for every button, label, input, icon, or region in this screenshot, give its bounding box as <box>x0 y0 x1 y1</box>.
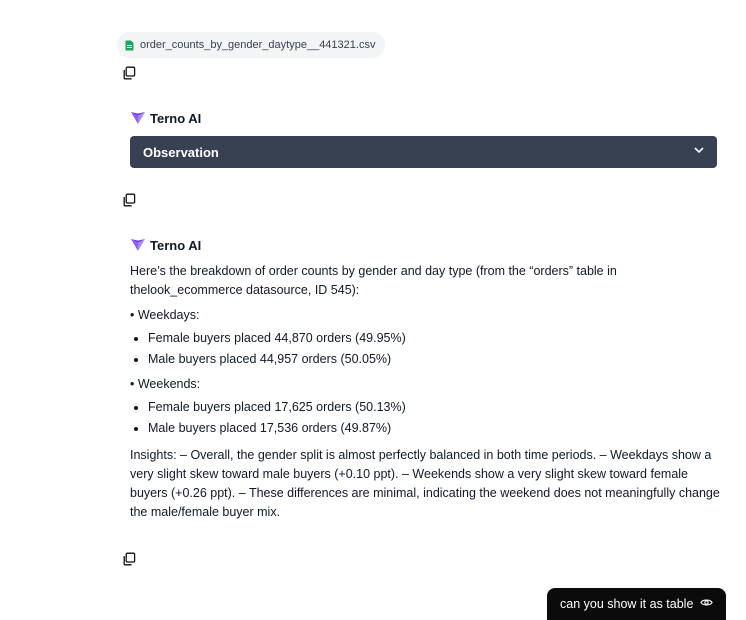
brand-name: Terno AI <box>150 110 202 126</box>
message-intro: Here’s the breakdown of order counts by gender and day type (from the “orders” table in thelook_ecommerce datasource, ID 545): <box>130 264 617 297</box>
terno-logo-icon <box>130 110 146 126</box>
list-item: • Female buyers placed 17,625 orders (50.13%) <box>148 398 720 417</box>
list-item: • Male buyers placed 44,957 orders (50.05%) <box>148 350 720 369</box>
user-message-bubble[interactable] <box>547 588 726 620</box>
copy-icon[interactable] <box>122 552 136 566</box>
eye-icon[interactable] <box>700 596 713 612</box>
terno-ai-header <box>130 237 201 253</box>
weekday-list <box>130 329 720 369</box>
copy-icon[interactable] <box>122 193 136 207</box>
chevron-down-icon <box>693 143 705 161</box>
list-item: • Female buyers placed 44,870 orders (49.95%) <box>148 329 720 348</box>
section-heading: • Weekdays: <box>130 308 200 322</box>
file-name: order_counts_by_gender_daytype__441321.csv <box>140 39 376 51</box>
list-item: • Male buyers placed 17,536 orders (49.87%) <box>148 419 720 438</box>
insights-paragraph: Insights: – Overall, the gender split is almost perfectly balanced in both time periods. – Weekdays show a very slight skew toward male buyers (+0.10 ppt). – Weekends show a very slight skew toward female buyers (+0.26 ppt). – These differences are minimal, indicating the weekend does not meaningfully change the male/female buyer mix. <box>130 448 720 519</box>
copy-icon[interactable] <box>122 66 136 80</box>
assistant-message <box>130 262 720 522</box>
observation-toggle[interactable] <box>130 136 717 168</box>
file-attachment-chip[interactable] <box>117 32 385 58</box>
observation-label: Observation <box>143 144 219 160</box>
user-message-text: can you show it as table <box>560 597 694 611</box>
terno-ai-header <box>130 110 201 126</box>
weekend-list <box>130 398 720 438</box>
section-heading: • Weekends: <box>130 377 201 391</box>
terno-logo-icon <box>130 237 146 253</box>
brand-name: Terno AI <box>150 237 202 253</box>
csv-file-icon <box>125 40 134 51</box>
